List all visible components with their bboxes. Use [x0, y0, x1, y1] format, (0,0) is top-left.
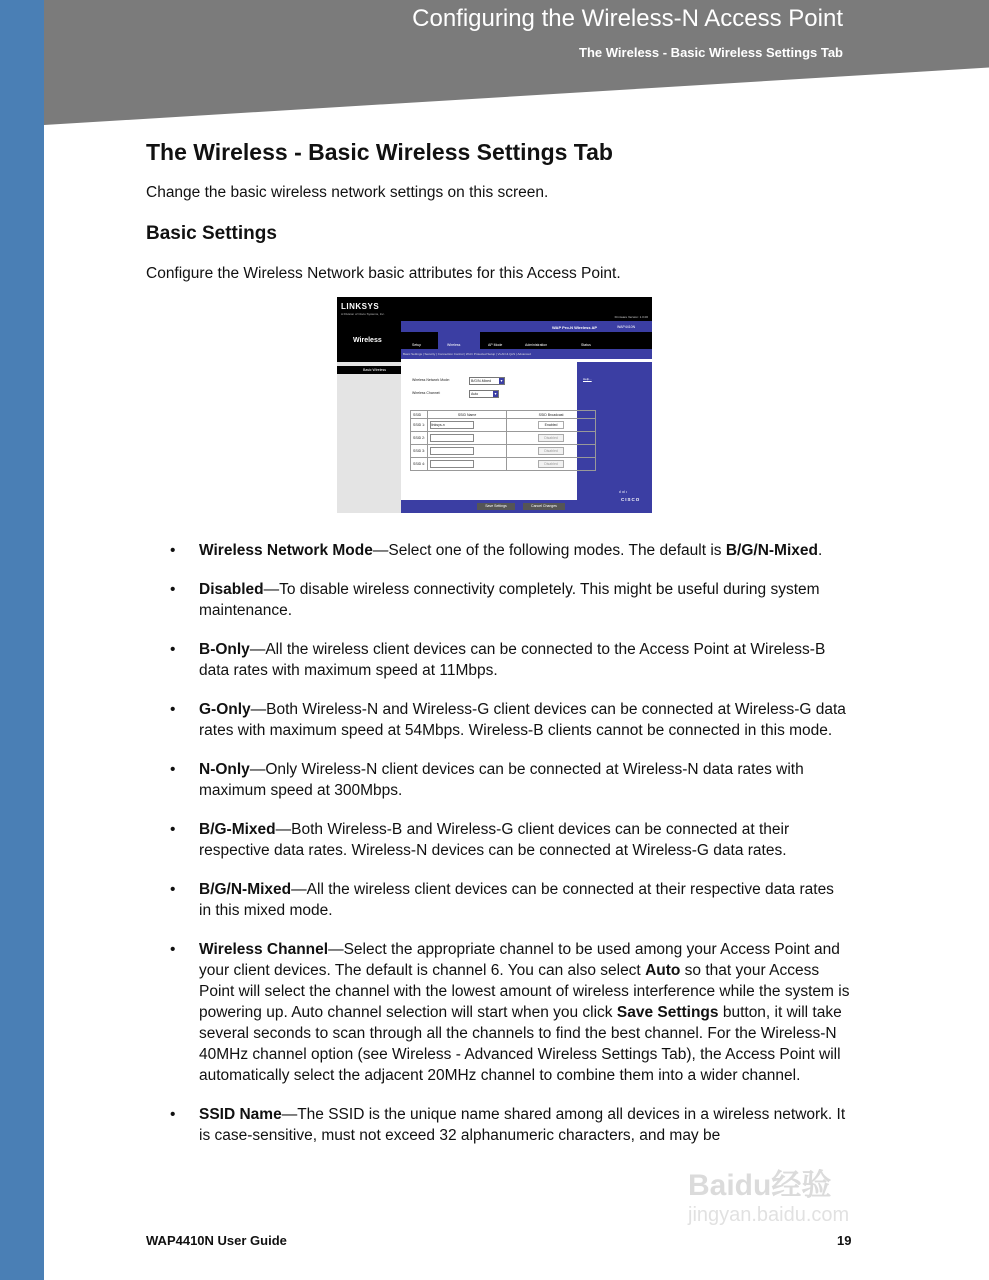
table-row [411, 432, 596, 445]
list-item [170, 699, 850, 741]
footer-guide-name: WAP4410N User Guide [146, 1233, 287, 1248]
ssid-broadcast-select[interactable]: Enabled [538, 421, 564, 429]
bullet-text: so that your Access Point will select the channel with the lowest amount of wireless interference while the system is powering up. Auto channel selection will start when you click [199, 962, 850, 1021]
channel-select[interactable]: Auto ▾ [469, 390, 499, 398]
bullet-bold-auto: Auto [645, 962, 681, 979]
linksys-logo-sub: A Division of Cisco Systems, Inc. [341, 312, 385, 316]
bullet-term: N-Only [199, 761, 250, 778]
router-subnav-links[interactable]: Basic Settings | Security | Connection Control | Wi-Fi Protected Setup | VLAN & QoS | Advanced [403, 352, 531, 356]
ssid-table [410, 410, 596, 471]
list-item [170, 939, 850, 1086]
bullet-term: B-Only [199, 641, 250, 658]
page-heading: The Wireless - Basic Wireless Settings Tab [146, 139, 613, 165]
list-item [170, 759, 850, 801]
bullet-text: —The SSID is the unique name shared among all devices in a wireless network. It is case-sensitive, must not exceed 32 alphanumeric characters, and may be [199, 1106, 846, 1144]
list-item [170, 819, 850, 861]
list-item [170, 1104, 850, 1146]
bullet-text: —Select the appropriate channel to be used among your Access Point and your client devices. The default is channel 6. You can also select [199, 941, 840, 979]
section-label: Basic Wireless [363, 368, 386, 372]
bullet-text: —To disable wireless connectivity completely. This might be useful during system maintenance. [199, 581, 820, 619]
ssid-name-input[interactable] [430, 447, 474, 455]
help-link[interactable]: Help... [583, 377, 592, 381]
product-name: WAP Pro-N Wireless AP [552, 325, 598, 330]
cisco-logo-bars: ılıılı [619, 489, 628, 494]
router-top-bar [337, 297, 652, 324]
list-item [170, 879, 850, 921]
bullet-term: SSID Name [199, 1106, 282, 1123]
basic-settings-intro: Configure the Wireless Network basic attributes for this Access Point. [146, 265, 621, 282]
watermark-brand: Baidu经验 [688, 1169, 832, 1202]
nav-tab-wireless[interactable]: Wireless [447, 343, 461, 347]
ssid-col-header: SSID [411, 411, 428, 419]
section-subtitle: The Wireless - Basic Wireless Settings Tab [579, 45, 843, 60]
router-left-panel [337, 362, 401, 513]
intro-text: Change the basic wireless network settings on this screen. [146, 184, 549, 201]
bullet-text: —Both Wireless-B and Wireless-G client devices can be connected at their respective data rates. Wireless-N devices can be connected at Wireless-G data rates. [199, 821, 790, 859]
cisco-logo: CISCO [621, 497, 641, 502]
ssid-label: SSID 4: [411, 458, 428, 471]
bullet-term: B/G/N-Mixed [199, 881, 292, 898]
ssid-broadcast-select[interactable]: Disabled [538, 460, 564, 468]
ssid-name-col-header: SSID Name [428, 411, 507, 419]
ssid-name-input[interactable]: linksys-n [430, 421, 474, 429]
mode-select[interactable]: B/G/N-Mixed ▾ [469, 377, 505, 385]
left-color-bar [0, 0, 44, 1280]
list-item [170, 540, 850, 561]
bullet-dot: • [170, 761, 176, 778]
basic-settings-heading: Basic Settings [146, 223, 277, 244]
bullet-end: . [818, 542, 823, 559]
bullet-term: G-Only [199, 701, 251, 718]
baidu-watermark [688, 1160, 849, 1227]
nav-tab-setup[interactable]: Setup [412, 343, 422, 347]
bullet-bold-end: B/G/N-Mixed [725, 542, 818, 559]
product-bar [401, 321, 652, 332]
bullet-dot: • [170, 581, 176, 598]
bullet-dot: • [170, 1106, 176, 1123]
ssid-label: SSID 3: [411, 445, 428, 458]
current-tab-label: Wireless [353, 337, 382, 344]
bullet-term: B/G-Mixed [199, 821, 276, 838]
bullet-text: —All the wireless client devices can be connected at their respective data rates in this mixed mode. [199, 881, 834, 919]
table-row [411, 458, 596, 471]
ssid-broadcast-select[interactable]: Disabled [538, 434, 564, 442]
bullet-text: —All the wireless client devices can be connected to the Access Point at Wireless-B data rates with maximum speed at 11Mbps. [199, 641, 826, 679]
model-name: WAP4410N [617, 325, 636, 329]
router-ui-screenshot [337, 297, 652, 513]
bullet-dot: • [170, 641, 176, 658]
nav-tab-ap-mode[interactable]: AP Mode [488, 343, 503, 347]
firmware-version: Firmware Version: 1.0.00 [614, 315, 648, 319]
list-item [170, 579, 850, 621]
settings-bullet-list [170, 540, 850, 1164]
list-item [170, 639, 850, 681]
chapter-title: Configuring the Wireless-N Access Point [412, 5, 843, 32]
watermark-url: jingyan.baidu.com [688, 1204, 850, 1226]
channel-label: Wireless Channel: [412, 391, 441, 395]
ssid-label: SSID 1: [411, 419, 428, 432]
save-settings-button[interactable]: Save Settings [477, 503, 515, 510]
ssid-broadcast-select[interactable]: Disabled [538, 447, 564, 455]
bullet-term: Wireless Channel [199, 941, 329, 958]
bullet-text: —Select one of the following modes. The default is [372, 542, 726, 559]
ssid-label: SSID 2: [411, 432, 428, 445]
bullet-text: —Both Wireless-N and Wireless-G client devices can be connected at Wireless-G data rates with maximum speed at 54Mbps. Wireless-B clients cannot be connected in this mode. [199, 701, 846, 739]
ssid-broadcast-col-header: SSID Broadcast [507, 411, 596, 419]
bullet-term: Wireless Network Mode [199, 542, 373, 559]
linksys-logo: LINKSYS [341, 302, 380, 311]
table-row [411, 419, 596, 432]
bullet-dot: • [170, 701, 176, 718]
ssid-name-input[interactable] [430, 460, 474, 468]
mode-label: Wireless Network Mode: [412, 378, 450, 382]
bullet-dot: • [170, 881, 176, 898]
nav-tab-status[interactable]: Status [581, 343, 591, 347]
nav-tab-administration[interactable]: Administration [525, 343, 548, 347]
bullet-dot: • [170, 821, 176, 838]
page-number: 19 [837, 1233, 852, 1248]
cancel-changes-button[interactable]: Cancel Changes [523, 503, 565, 510]
ssid-name-input[interactable] [430, 434, 474, 442]
bullet-term: Disabled [199, 581, 264, 598]
bullet-dot: • [170, 542, 176, 559]
bullet-text: —Only Wireless-N client devices can be connected at Wireless-N data rates with maximum speed at 300Mbps. [199, 761, 804, 799]
bullet-text: button, it will take several seconds to scan through all the channels to find the best channel. For the Wireless-N 40MHz channel option (see Wireless - Advanced Wireless Settings Tab), the Access Point will automatically select the adjacent 20MHz channel to combine them into a wider channel. [199, 1004, 842, 1084]
bullet-dot: • [170, 941, 176, 958]
bullet-bold-save: Save Settings [616, 1004, 719, 1021]
table-row [411, 445, 596, 458]
